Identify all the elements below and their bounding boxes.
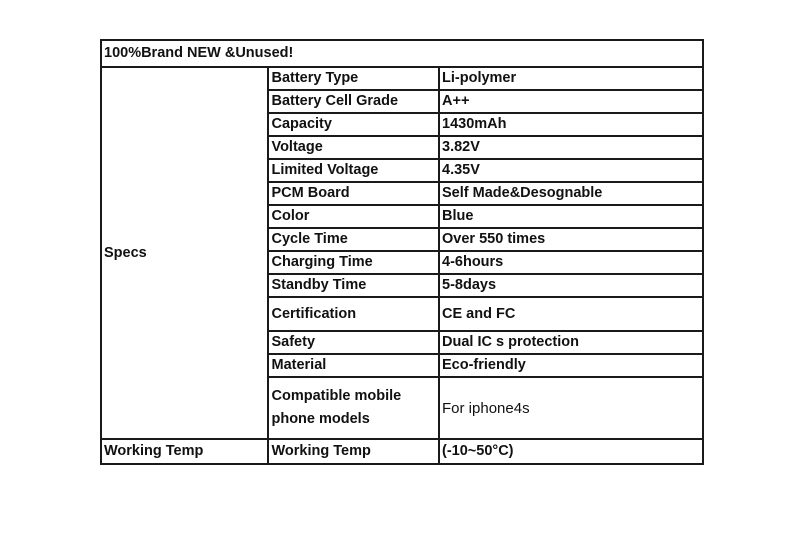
spec-value: 4.35V — [439, 159, 703, 182]
spec-value: 4-6hours — [439, 251, 703, 274]
spec-label: Battery Type — [268, 67, 439, 90]
spec-value: Eco-friendly — [439, 354, 703, 377]
spec-label: Certification — [268, 297, 439, 331]
spec-value: 1430mAh — [439, 113, 703, 136]
spec-value: CE and FC — [439, 297, 703, 331]
spec-value: Blue — [439, 205, 703, 228]
spec-value: Dual IC s protection — [439, 331, 703, 354]
working-temp-row — [101, 439, 703, 464]
spec-label: Limited Voltage — [268, 159, 439, 182]
spec-label: Color — [268, 205, 439, 228]
spec-table — [100, 39, 704, 465]
header-row — [101, 40, 703, 67]
spec-value: Over 550 times — [439, 228, 703, 251]
spec-label: Battery Cell Grade — [268, 90, 439, 113]
spec-label: PCM Board — [268, 182, 439, 205]
spec-label: Safety — [268, 331, 439, 354]
specs-section-label: Specs — [101, 67, 268, 439]
spec-label: Material — [268, 354, 439, 377]
spec-value: Self Made&Desognable — [439, 182, 703, 205]
header-cell: 100%Brand NEW &Unused! — [101, 40, 703, 67]
spec-value: 3.82V — [439, 136, 703, 159]
spec-label: Voltage — [268, 136, 439, 159]
spec-label: Charging Time — [268, 251, 439, 274]
spec-value: 5-8days — [439, 274, 703, 297]
spec-label: Cycle Time — [268, 228, 439, 251]
spec-value: A++ — [439, 90, 703, 113]
spec-value: (-10~50°C) — [439, 439, 703, 464]
spec-label: Working Temp — [268, 439, 439, 464]
spec-label: Capacity — [268, 113, 439, 136]
spec-label: Standby Time — [268, 274, 439, 297]
working-temp-section-label: Working Temp — [101, 439, 268, 464]
spec-value: Li-polymer — [439, 67, 703, 90]
spec-label: Compatible mobile phone models — [268, 377, 439, 439]
table-row — [101, 67, 703, 90]
spec-value: For iphone4s — [439, 377, 703, 439]
